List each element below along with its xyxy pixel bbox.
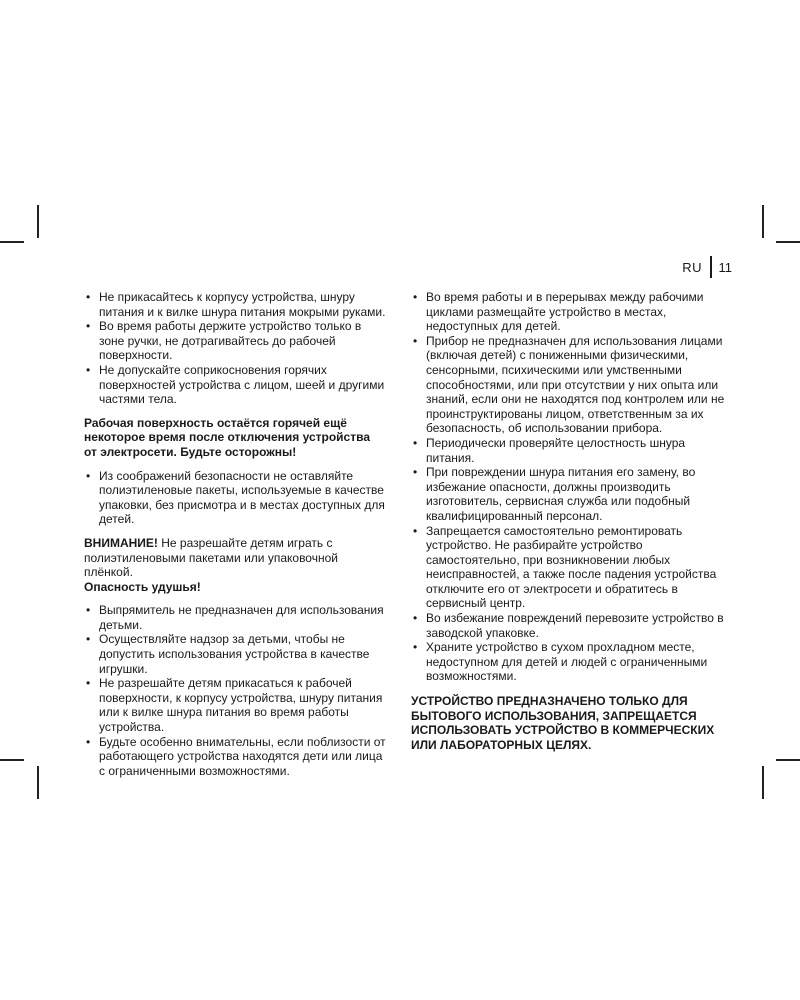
language-code: RU bbox=[682, 259, 702, 275]
list-item: • Выпрямитель не предназначен для использования детьми. bbox=[84, 603, 386, 632]
list-item: • Будьте особенно внимательны, если поблизости от работающего устройства находятся дети или лица с ограниченными возможностями. bbox=[84, 735, 386, 779]
suffocation-warning: Опасность удушья! bbox=[84, 579, 201, 594]
safety-list-right bbox=[411, 290, 727, 684]
attention-label: ВНИМАНИЕ! bbox=[84, 535, 158, 550]
page-header bbox=[682, 256, 732, 278]
attention-text: Не разрешайте детям играть с полиэтиленовыми пакетами или упаковочной плёнкой. bbox=[84, 535, 338, 580]
list-item: • Прибор не предназначен для использования лицами (включая детей) с пониженными физическими, сенсорными, психическими или умственными способностями, или при отсутствии у них опыта или знаний, если они не находятся под контролем или не проинструктированы лицом, ответственным за их безопасность, об использовании прибора. bbox=[411, 334, 727, 436]
list-item: • При повреждении шнура питания его замену, во избежание опасности, должны производить изготовитель, сервисная служба или подобный квалифицированный персонал. bbox=[411, 465, 727, 523]
list-item: • Во избежание повреждений перевозите устройство в заводской упаковке. bbox=[411, 611, 727, 640]
list-item: • Не разрешайте детям прикасаться к рабочей поверхности, к корпусу устройства, шнуру питания или к вилке шнура питания во время работы устройства. bbox=[84, 676, 386, 734]
crop-mark-top-left-vertical bbox=[37, 205, 39, 238]
crop-mark-top-right-vertical bbox=[762, 205, 764, 238]
crop-mark-top-left-horizontal bbox=[0, 241, 24, 243]
crop-mark-top-right-horizontal bbox=[776, 241, 800, 243]
list-item: • Из соображений безопасности не оставляйте полиэтиленовые пакеты, используемые в качестве упаковки, без присмотра и в местах доступных для детей. bbox=[84, 469, 386, 527]
list-item: • Не прикасайтесь к корпусу устройства, шнуру питания и к вилке шнура питания мокрыми руками. bbox=[84, 290, 386, 319]
crop-mark-bottom-left-vertical bbox=[37, 766, 39, 799]
safety-list-1 bbox=[84, 290, 386, 407]
left-column bbox=[84, 290, 386, 778]
crop-mark-bottom-right-horizontal bbox=[776, 759, 800, 761]
list-item: • Периодически проверяйте целостность шнура питания. bbox=[411, 436, 727, 465]
list-item: • Не допускайте соприкосновения горячих поверхностей устройства с лицом, шеей и другими частями тела. bbox=[84, 363, 386, 407]
safety-list-3 bbox=[84, 603, 386, 778]
household-use-notice: УСТРОЙСТВО ПРЕДНАЗНАЧЕНО ТОЛЬКО ДЛЯ БЫТОВОГО ИСПОЛЬЗОВАНИЯ, ЗАПРЕЩАЕТСЯ ИСПОЛЬЗОВАТЬ УСТРОЙСТВО В КОММЕРЧЕСКИХ ИЛИ ЛАБОРАТОРНЫХ ЦЕЛЯХ. bbox=[411, 694, 715, 752]
attention-paragraph bbox=[84, 536, 386, 580]
list-item: • Осуществляйте надзор за детьми, чтобы не допустить использования устройства в качестве игрушки. bbox=[84, 632, 386, 676]
list-item: • Во время работы держите устройство только в зоне ручки, не дотрагивайтесь до рабочей поверхности. bbox=[84, 319, 386, 363]
crop-mark-bottom-right-vertical bbox=[762, 766, 764, 799]
list-item: • Храните устройство в сухом прохладном месте, недоступном для детей и людей с ограниченными возможностями. bbox=[411, 640, 727, 684]
list-item: • Во время работы и в перерывах между рабочими циклами размещайте устройство в местах, недоступных для детей. bbox=[411, 290, 727, 334]
list-item: • Запрещается самостоятельно ремонтировать устройство. Не разбирайте устройство самостоятельно, при возникновении любых неисправностей, а также после падения устройства отключите его от электросети и обратитесь в сервисный центр. bbox=[411, 524, 727, 612]
safety-list-2 bbox=[84, 469, 386, 527]
right-column bbox=[411, 290, 727, 752]
header-divider bbox=[710, 256, 712, 278]
page-number: 11 bbox=[718, 259, 732, 275]
crop-mark-bottom-left-horizontal bbox=[0, 759, 24, 761]
hot-surface-warning: Рабочая поверхность остаётся горячей ещё некоторое время после отключения устройства от электросети. Будьте осторожны! bbox=[84, 415, 371, 459]
